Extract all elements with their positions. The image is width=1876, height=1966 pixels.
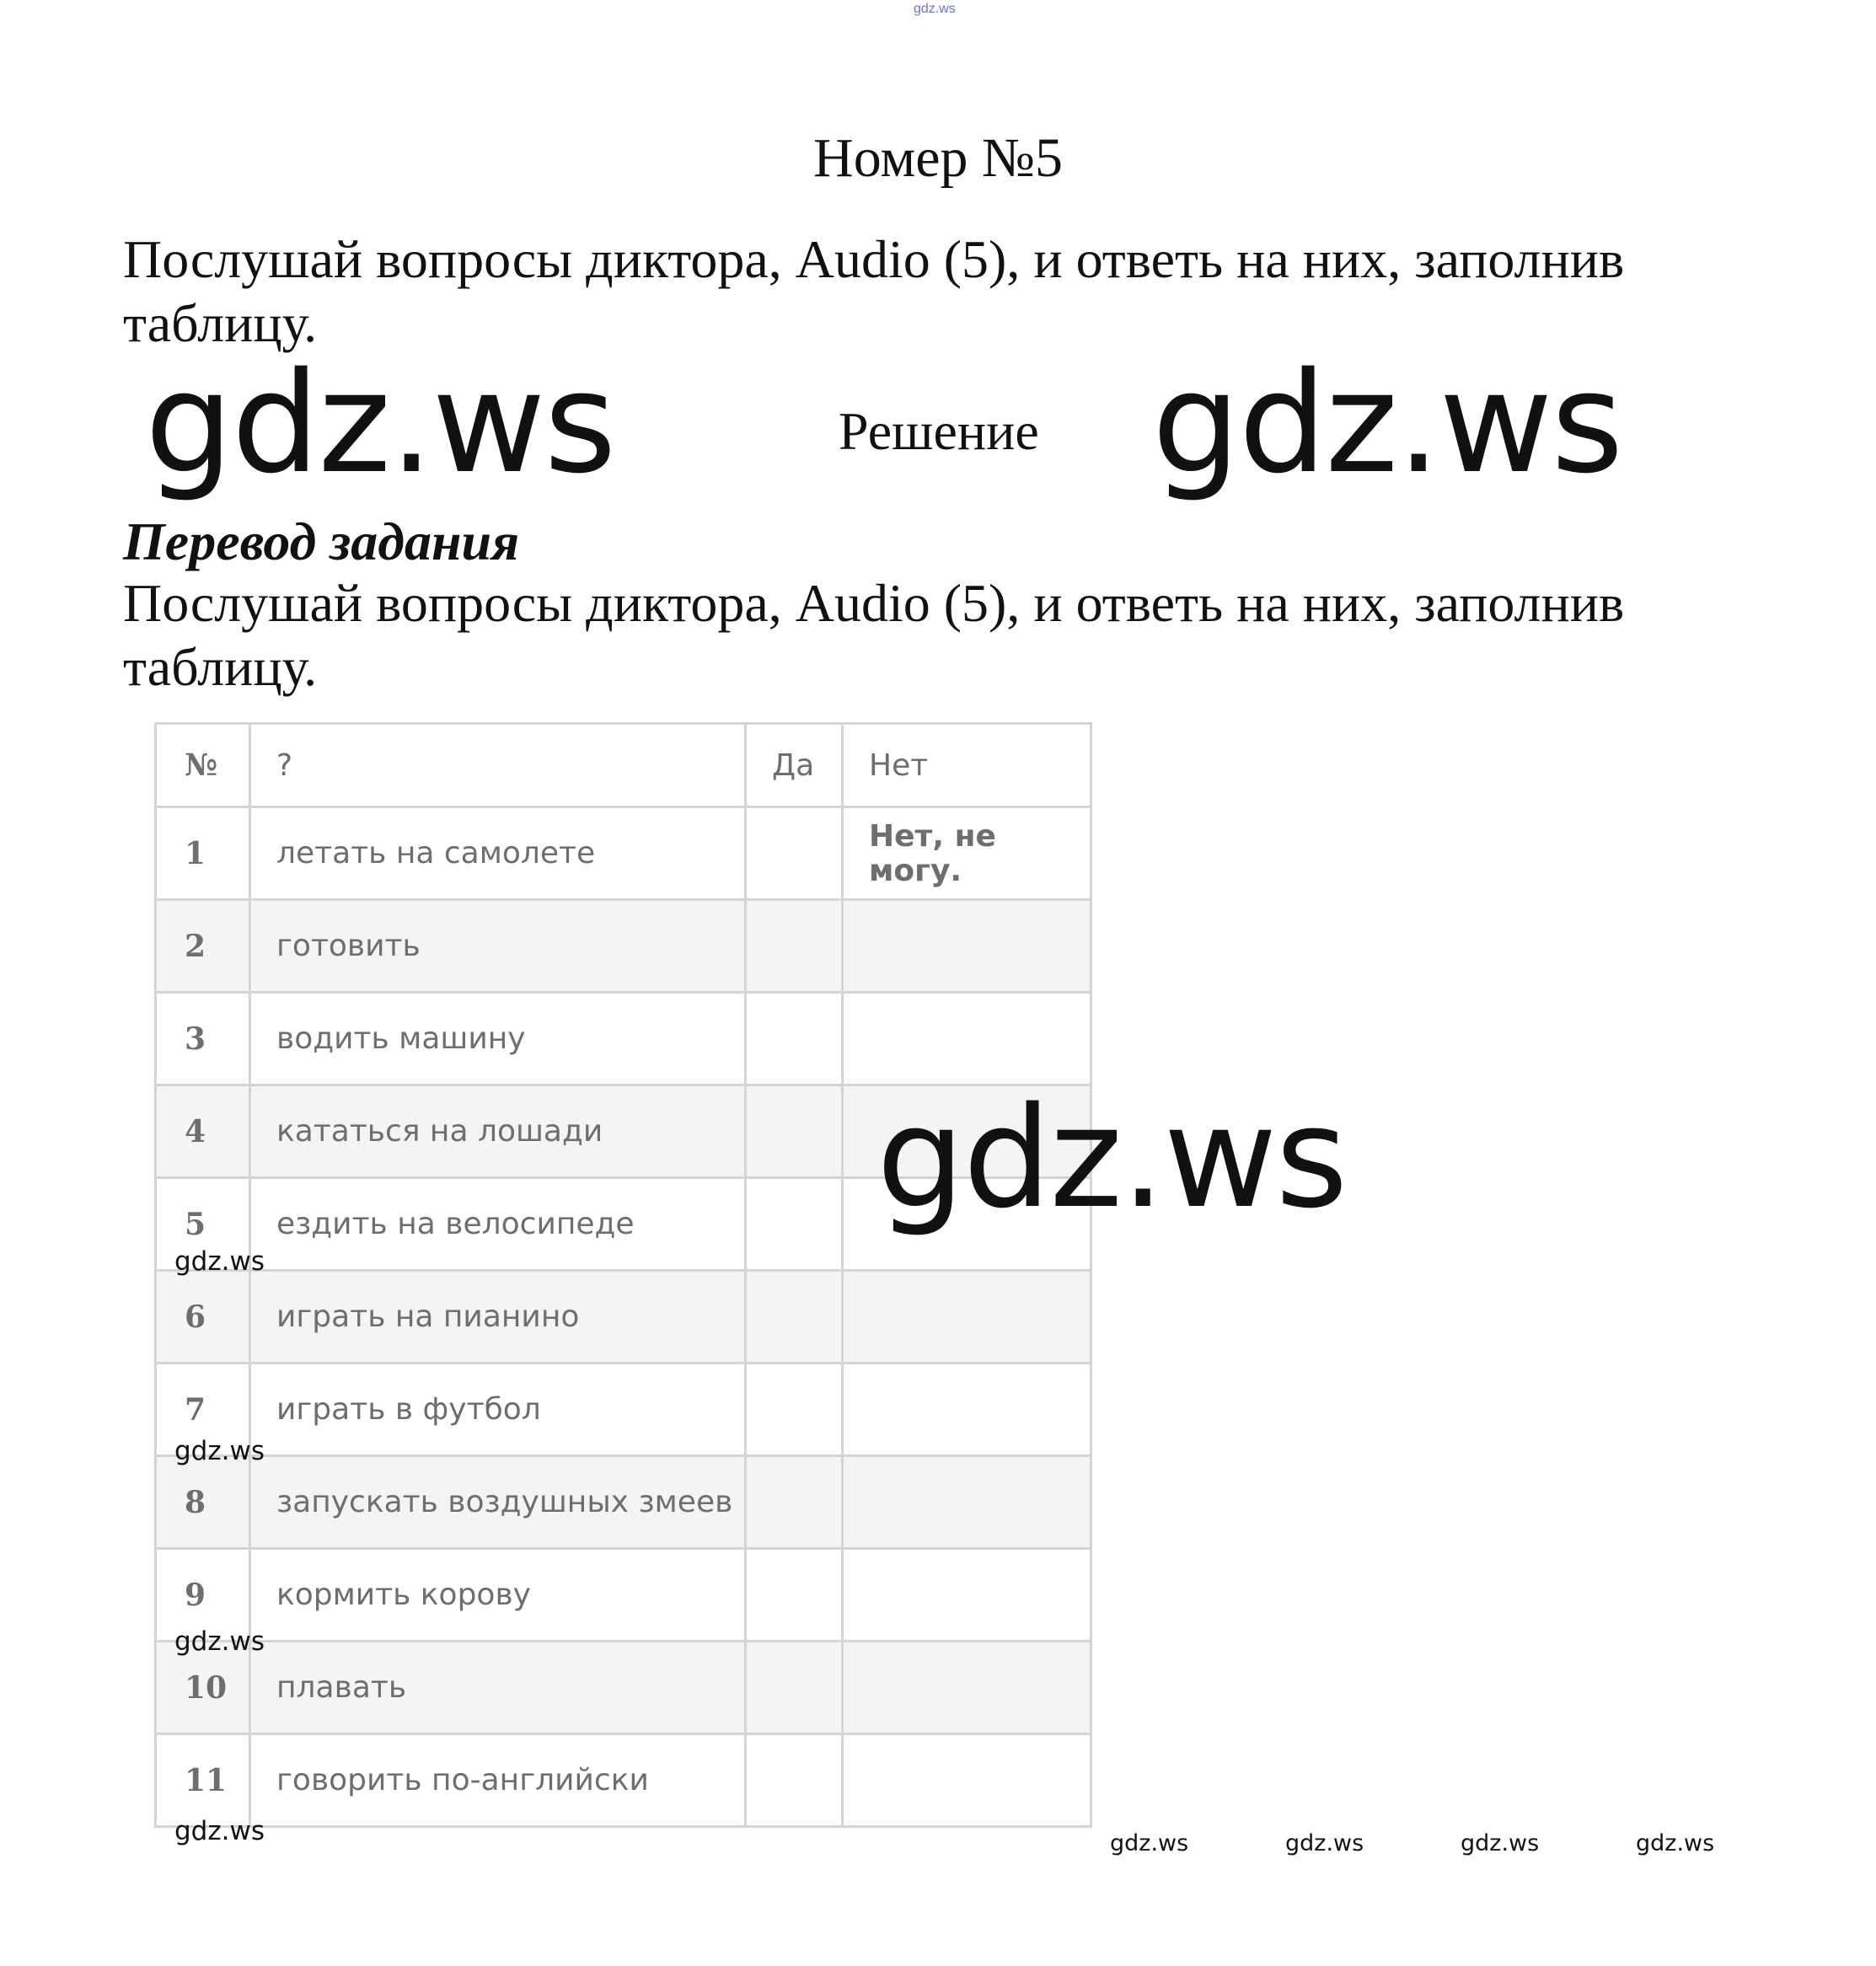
row-number: 9	[156, 1549, 250, 1642]
watermark-small: gdz.ws	[174, 1816, 265, 1846]
watermark-small: gdz.ws	[174, 1246, 265, 1277]
row-question: кататься на лошади	[250, 1085, 746, 1178]
watermark-small: gdz.ws	[1636, 1830, 1715, 1856]
row-yes	[746, 1734, 843, 1827]
row-yes	[746, 1271, 843, 1363]
header-yes: Да	[746, 724, 843, 807]
row-no	[843, 900, 1091, 993]
row-no	[843, 1271, 1091, 1363]
row-no	[843, 1456, 1091, 1549]
watermark-small: gdz.ws	[174, 1436, 265, 1466]
header-question: ?	[250, 724, 746, 807]
row-no	[843, 1642, 1091, 1734]
watermark-small: gdz.ws	[1461, 1830, 1540, 1856]
watermark-small: gdz.ws	[174, 1626, 265, 1657]
table-row	[156, 1363, 1091, 1456]
row-yes	[746, 1456, 843, 1549]
row-number: 8	[156, 1456, 250, 1549]
header-number: №	[156, 724, 250, 807]
row-yes	[746, 1085, 843, 1178]
task-text: Послушай вопросы диктора, Audio (5), и ответь на них, заполнив таблицу.	[123, 229, 1625, 353]
row-yes	[746, 1178, 843, 1271]
watermark-large-center: gdz.ws	[876, 1077, 1347, 1239]
row-number: 11	[156, 1734, 250, 1827]
row-question: играть на пианино	[250, 1271, 746, 1363]
row-yes	[746, 1549, 843, 1642]
row-question: кормить корову	[250, 1549, 746, 1642]
row-number: 5	[156, 1178, 250, 1271]
row-number: 2	[156, 900, 250, 993]
translation-text: Послушай вопросы диктора, Audio (5), и ответь на них, заполнив таблицу.	[123, 573, 1625, 697]
row-no	[843, 1363, 1091, 1456]
row-number: 4	[156, 1085, 250, 1178]
row-question: ездить на велосипеде	[250, 1178, 746, 1271]
table-header-row	[156, 724, 1091, 807]
table-row	[156, 900, 1091, 993]
row-question: плавать	[250, 1642, 746, 1734]
site-mark: gdz.ws	[914, 2, 956, 16]
row-question: играть в футбол	[250, 1363, 746, 1456]
solution-label: Решение	[839, 401, 1039, 461]
row-question: готовить	[250, 900, 746, 993]
row-number: 1	[156, 807, 250, 900]
row-number: 6	[156, 1271, 250, 1363]
watermark-large-right: gdz.ws	[1152, 342, 1622, 504]
row-question: водить машину	[250, 993, 746, 1085]
row-no: Нет, не могу.	[843, 807, 1091, 900]
watermark-large-left: gdz.ws	[145, 342, 615, 504]
table-row	[156, 1271, 1091, 1363]
row-yes	[746, 1363, 843, 1456]
page-title: Номер №5	[813, 127, 1063, 189]
table-row	[156, 1456, 1091, 1549]
row-yes	[746, 807, 843, 900]
row-question: летать на самолете	[250, 807, 746, 900]
row-question: запускать воздушных змеев	[250, 1456, 746, 1549]
answer-table	[154, 722, 1092, 1828]
watermark-small: gdz.ws	[1285, 1830, 1364, 1856]
table-row	[156, 1549, 1091, 1642]
row-yes	[746, 1642, 843, 1734]
row-question: говорить по-английски	[250, 1734, 746, 1827]
translation-heading: Перевод задания	[123, 512, 520, 571]
row-number: 3	[156, 993, 250, 1085]
table-row	[156, 807, 1091, 900]
row-yes	[746, 900, 843, 993]
row-number: 10	[156, 1642, 250, 1734]
row-no	[843, 1549, 1091, 1642]
row-no	[843, 993, 1091, 1085]
row-number: 7	[156, 1363, 250, 1456]
table-row	[156, 993, 1091, 1085]
table-row	[156, 1734, 1091, 1827]
row-yes	[746, 993, 843, 1085]
table-row	[156, 1642, 1091, 1734]
watermark-small: gdz.ws	[1110, 1830, 1189, 1856]
row-no	[843, 1734, 1091, 1827]
header-no: Нет	[843, 724, 1091, 807]
